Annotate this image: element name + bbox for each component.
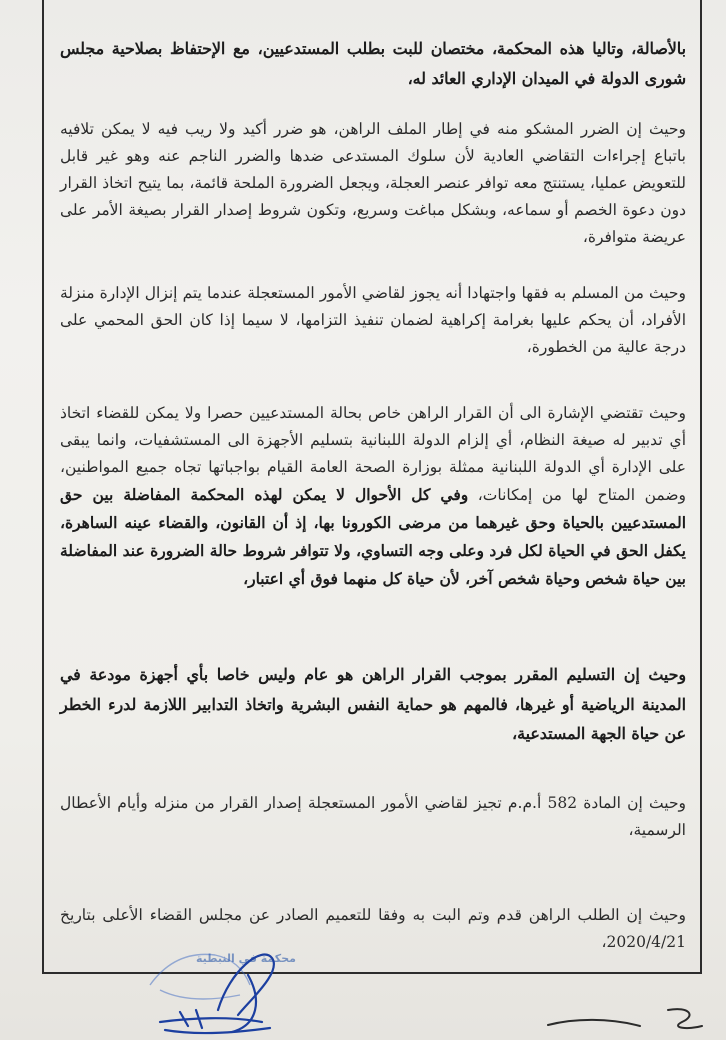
paragraph-scope-emphasis: وفي كل الأحوال لا يمكن لهذه المحكمة المفاضلة بين حق المستدعيين بالحياة وحق غيرهما من مرضى الكورونا بها، إذ أن القانون، والقضاء عينه الساهرة، يكفل الحق في الحياة لكل فرد وعلى وجه التساوي، ولا تتوافر شروط حالة الضرورة عند المفاضلة بين حياة شخص وحياة شخص آخر، لأن حياة كل منهما فوق أي اعتبار، bbox=[60, 485, 686, 588]
paragraph-damage-urgency: وحيث إن الضرر المشكو منه في إطار الملف الراهن، هو ضرر أكيد ولا ريب فيه لا يمكن تلافيه باتباع إجراءات التقاضي العادية لأن سلوك المستدعى ضدها والضرر الناجم عنه وهو غير قابل للتعويض عمليا، يستنتج معه توافر عنصر العجلة، ويجعل الضرورة الملحة قائمة، بما يتيح اتخاذ القرار دون دعوة الخصم أو سماعه، وبشكل مباغت وسريع، وتكون شروط إصدار القرار بصيغة الأمر على عريضة متوافرة، bbox=[60, 120, 686, 246]
paragraph-scope-regular: وحيث تقتضي الإشارة الى أن القرار الراهن خاص بحالة المستدعيين حصرا ولا يمكن للقضاء اتخاذ أي تدبير له صيغة النظام، أي إلزام الدولة اللبنانية بتسليم الأجهزة الى المستشفيات، وانما يبقى على الإدارة أي الدولة اللبنانية ممثلة بوزارة الصحة العامة القيام بواجباتها تجاه جميع المواطنين، وضمن المتاح لها من إمكانات، bbox=[60, 404, 686, 504]
paragraph-coercive-fine: وحيث من المسلم به فقها واجتهادا أنه يجوز لقاضي الأمور المستعجلة عندما يتم إنزال الإدارة منزلة الأفراد، أن يحكم عليها بغرامة إكراهية لضمان تنفيذ التزامها، لا سيما إذا كان الحق المحمي على درجة عالية من الخطورة، bbox=[60, 284, 686, 356]
paragraph-jurisdiction: بالأصالة، وتاليا هذه المحكمة، مختصان للبت بطلب المستدعيين، مع الإحتفاظ بصلاحية مجلس شورى الدولة في الميدان الإداري العائد له، bbox=[60, 39, 686, 88]
secretary-signature bbox=[548, 1009, 702, 1028]
judge-signature bbox=[160, 955, 274, 1034]
paragraph-circular-date: وحيث إن الطلب الراهن قدم وتم البت به وفقا للتعميم الصادر عن مجلس القضاء الأعلى بتاريخ 2020/4/21، bbox=[60, 906, 686, 951]
stamp-text: محكمة في النبطية bbox=[196, 952, 296, 965]
paragraph-general-delivery: وحيث إن التسليم المقرر بموجب القرار الراهن هو عام وليس خاصا بأي أجهزة مودعة في المدينة الرياضية أو غيرها، فالمهم هو حماية النفس البشرية واتخاذ التدابير اللازمة لدرء الخطر عن حياة الجهة المستدعية، bbox=[60, 665, 686, 743]
paragraph-article-582: وحيث إن المادة 582 أ.م.م تجيز لقاضي الأمور المستعجلة إصدار القرار من منزله وأيام الأعطال الرسمية، bbox=[60, 794, 687, 839]
